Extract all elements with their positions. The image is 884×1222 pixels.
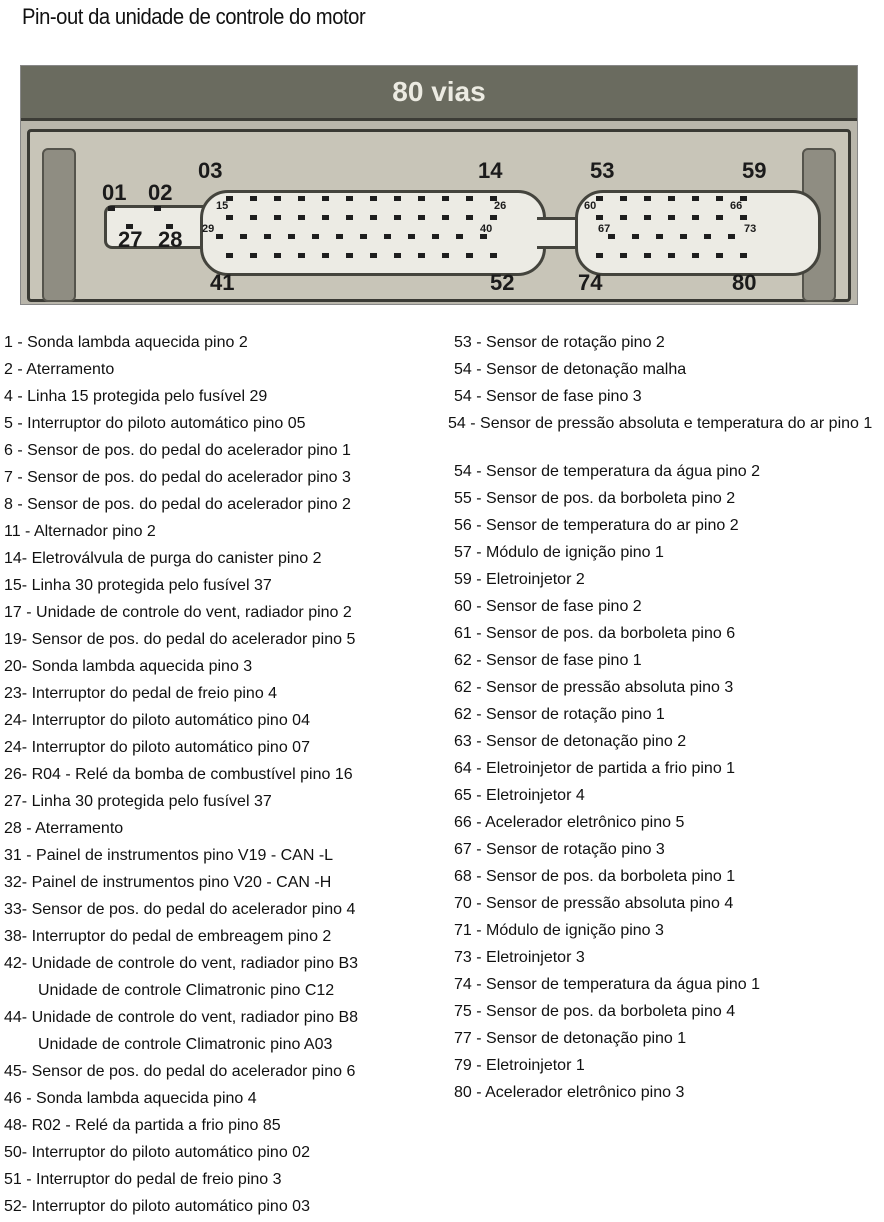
pin-contact: [394, 196, 401, 201]
pin-contact: [370, 196, 377, 201]
pin-label-28: 28: [158, 227, 183, 252]
list-item: 42- Unidade de controle do vent, radiador pino B3: [4, 955, 359, 972]
pin-contact: [226, 253, 233, 258]
pin-contact: [288, 234, 295, 239]
list-item: 54 - Sensor de fase pino 3: [454, 388, 642, 405]
pin-label-27: 27: [118, 227, 143, 252]
list-item: 68 - Sensor de pos. da borboleta pino 1: [454, 868, 736, 885]
pin-contact: [418, 215, 425, 220]
list-item: 46 - Sonda lambda aquecida pino 4: [4, 1090, 257, 1107]
pin-label-26: 26: [494, 200, 507, 212]
pin-contact: [322, 253, 329, 258]
list-item: 75 - Sensor de pos. da borboleta pino 4: [454, 1003, 736, 1020]
pin-contact: [298, 215, 305, 220]
pin-contact: [620, 196, 627, 201]
pin-contact: [312, 234, 319, 239]
list-item: 19- Sensor de pos. do pedal do acelerador pino 5: [4, 631, 356, 648]
list-item: 2 - Aterramento: [4, 361, 115, 378]
left-latch: [42, 148, 76, 302]
pin-label-66: 66: [730, 200, 743, 212]
pin-contact: [216, 234, 223, 239]
pin-contact: [370, 253, 377, 258]
pin-contact: [322, 196, 329, 201]
pin-contact: [644, 253, 651, 258]
list-item: 61 - Sensor de pos. da borboleta pino 6: [454, 625, 736, 642]
pin-contact: [370, 215, 377, 220]
banner-label: 80 vias: [392, 76, 486, 107]
pin-contact: [274, 196, 281, 201]
pin-contact: [250, 196, 257, 201]
list-item: 45- Sensor de pos. do pedal do acelerador pino 6: [4, 1063, 356, 1080]
list-item: 55 - Sensor de pos. da borboleta pino 2: [454, 490, 736, 507]
pin-contact: [740, 215, 747, 220]
list-item: 60 - Sensor de fase pino 2: [454, 598, 642, 615]
pin-contact: [668, 196, 675, 201]
list-item: 67 - Sensor de rotação pino 3: [454, 841, 665, 858]
pin-contact: [692, 253, 699, 258]
list-item: 14- Eletroválvula de purga do canister pino 2: [4, 550, 322, 567]
pin-contact: [620, 215, 627, 220]
list-item: 71 - Módulo de ignição pino 3: [454, 922, 664, 939]
list-item: 54 - Sensor de pressão absoluta e temperatura do ar pino 1: [448, 415, 873, 432]
pin-label-52: 52: [490, 270, 515, 295]
list-item: 65 - Eletroinjetor 4: [454, 787, 585, 804]
pin-contact: [620, 253, 627, 258]
list-item: 50- Interruptor do piloto automático pino 02: [4, 1144, 310, 1161]
list-item-continuation: Unidade de controle Climatronic pino A03: [38, 1036, 333, 1053]
pin-contact: [298, 253, 305, 258]
pin-contact: [632, 234, 639, 239]
list-item: 74 - Sensor de temperatura da água pino 1: [454, 976, 760, 993]
pin-contact: [466, 215, 473, 220]
list-item: 66 - Acelerador eletrônico pino 5: [454, 814, 685, 831]
list-item: 73 - Eletroinjetor 3: [454, 949, 585, 966]
pin-contact: [596, 253, 603, 258]
pin-contact: [226, 215, 233, 220]
list-item: 52- Interruptor do piloto automático pino 03: [4, 1198, 310, 1215]
list-item: 7 - Sensor de pos. do pedal do acelerador pino 3: [4, 469, 351, 486]
list-item: 54 - Sensor de detonação malha: [454, 361, 687, 378]
pin-label-03: 03: [198, 158, 223, 183]
pin-contact: [644, 196, 651, 201]
list-item: 79 - Eletroinjetor 1: [454, 1057, 585, 1074]
pin-contact: [740, 253, 747, 258]
list-item: 23- Interruptor do pedal de freio pino 4: [4, 685, 278, 702]
list-item: 5 - Interruptor do piloto automático pino 05: [4, 415, 306, 432]
pin-contact: [274, 253, 281, 258]
pin-contact: [644, 215, 651, 220]
list-item: 1 - Sonda lambda aquecida pino 2: [4, 334, 248, 351]
list-item: 80 - Acelerador eletrônico pino 3: [454, 1084, 685, 1101]
pin-label-29: 29: [202, 223, 215, 235]
pin-block-53-80: [575, 190, 821, 276]
list-item: 24- Interruptor do piloto automático pino 07: [4, 739, 310, 756]
list-item: 70 - Sensor de pressão absoluta pino 4: [454, 895, 734, 912]
list-item: 64 - Eletroinjetor de partida a frio pino 1: [454, 760, 736, 777]
pin-label-67: 67: [598, 223, 611, 235]
list-item: 17 - Unidade de controle do vent, radiador pino 2: [4, 604, 352, 621]
block-bridge: [537, 217, 579, 249]
list-item: 26- R04 - Relé da bomba de combustível pino 16: [4, 766, 353, 783]
pin-label-01: 01: [102, 180, 127, 205]
pin-contact: [680, 234, 687, 239]
pin-contact: [466, 253, 473, 258]
pin-contact: [346, 215, 353, 220]
pin-contact: [418, 196, 425, 201]
list-item: 62 - Sensor de rotação pino 1: [454, 706, 665, 723]
connector-body: [27, 129, 851, 302]
list-item: 20- Sonda lambda aquecida pino 3: [4, 658, 253, 675]
pin-list-right: [448, 329, 873, 1106]
list-item: 28 - Aterramento: [4, 820, 124, 837]
pin-contact: [384, 234, 391, 239]
pin-contact: [668, 215, 675, 220]
pin-contact: [668, 253, 675, 258]
pin-label-59: 59: [742, 158, 767, 183]
pin-contact: [240, 234, 247, 239]
pin-contact: [692, 196, 699, 201]
pin-list-left: [0, 329, 358, 1220]
page-title: Pin-out da unidade de controle do motor: [22, 4, 366, 29]
list-item: 4 - Linha 15 protegida pelo fusível 29: [4, 388, 268, 405]
list-item: 48- R02 - Relé da partida a frio pino 85: [4, 1117, 281, 1134]
pin-contact: [716, 196, 723, 201]
list-item: 8 - Sensor de pos. do pedal do acelerador pino 2: [4, 496, 351, 513]
list-item-continuation: Unidade de controle Climatronic pino C12: [38, 982, 335, 999]
pin-label-74: 74: [578, 270, 603, 295]
pin-contact: [250, 253, 257, 258]
pin-contact: [466, 196, 473, 201]
pin-contact: [692, 215, 699, 220]
list-item: 51 - Interruptor do pedal de freio pino 3: [4, 1171, 282, 1188]
list-item: 57 - Módulo de ignição pino 1: [454, 544, 664, 561]
pin-contact: [716, 253, 723, 258]
pin-contact: [346, 253, 353, 258]
pin-contact: [656, 234, 663, 239]
list-item: 38- Interruptor do pedal de embreagem pino 2: [4, 928, 332, 945]
pin-contact: [442, 253, 449, 258]
pin-label-80: 80: [732, 270, 757, 295]
list-item: 62 - Sensor de pressão absoluta pino 3: [454, 679, 734, 696]
pin-contact: [704, 234, 711, 239]
pin-contact: [596, 196, 603, 201]
pin-contact: [418, 253, 425, 258]
pin-contact: [596, 215, 603, 220]
list-item: 15- Linha 30 protegida pelo fusível 37: [4, 577, 272, 594]
pin-contact: [360, 234, 367, 239]
list-item: 31 - Painel de instrumentos pino V19 - CAN -L: [4, 847, 334, 864]
pin-contact: [490, 253, 497, 258]
pin-contact: [490, 215, 497, 220]
pin-contact: [274, 215, 281, 220]
pin-contact: [456, 234, 463, 239]
list-item: 44- Unidade de controle do vent, radiador pino B8: [4, 1009, 359, 1026]
pin-label-60: 60: [584, 200, 597, 212]
pin-contact: [322, 215, 329, 220]
pin-contact: [716, 215, 723, 220]
pin-contact: [442, 196, 449, 201]
connector-diagram: [20, 65, 858, 305]
list-item: 32- Painel de instrumentos pino V20 - CAN -H: [4, 874, 332, 891]
list-item: 6 - Sensor de pos. do pedal do acelerador pino 1: [4, 442, 351, 459]
pin-label-14: 14: [478, 158, 503, 183]
pin-contact: [298, 196, 305, 201]
pin-label-41: 41: [210, 270, 235, 295]
list-item: 62 - Sensor de fase pino 1: [454, 652, 642, 669]
list-item: 77 - Sensor de detonação pino 1: [454, 1030, 687, 1047]
list-item: 59 - Eletroinjetor 2: [454, 571, 585, 588]
list-item: 63 - Sensor de detonação pino 2: [454, 733, 687, 750]
pin-contact: [264, 234, 271, 239]
pin-contact: [250, 215, 257, 220]
connector-banner: [21, 66, 857, 118]
pin-contact: [336, 234, 343, 239]
list-item: 11 - Alternador pino 2: [4, 523, 156, 540]
list-item: 53 - Sensor de rotação pino 2: [454, 334, 665, 351]
pin-label-02: 02: [148, 180, 173, 205]
connector-frame: [21, 118, 857, 305]
pin-label-15: 15: [216, 200, 229, 212]
pin-contact: [432, 234, 439, 239]
pin-contact: [154, 206, 161, 211]
pin-label-40: 40: [480, 223, 493, 235]
pin-contact: [442, 215, 449, 220]
pin-contact: [346, 196, 353, 201]
list-item: 27- Linha 30 protegida pelo fusível 37: [4, 793, 272, 810]
pin-contact: [408, 234, 415, 239]
pin-contact: [394, 253, 401, 258]
list-item: 54 - Sensor de temperatura da água pino 2: [454, 463, 760, 480]
list-item: 56 - Sensor de temperatura do ar pino 2: [454, 517, 739, 534]
pin-contact: [108, 206, 115, 211]
pin-label-53: 53: [590, 158, 615, 183]
pin-contact: [394, 215, 401, 220]
pin-label-73: 73: [744, 223, 757, 235]
list-item: 33- Sensor de pos. do pedal do acelerador pino 4: [4, 901, 356, 918]
list-item: 24- Interruptor do piloto automático pino 04: [4, 712, 310, 729]
pin-contact: [728, 234, 735, 239]
